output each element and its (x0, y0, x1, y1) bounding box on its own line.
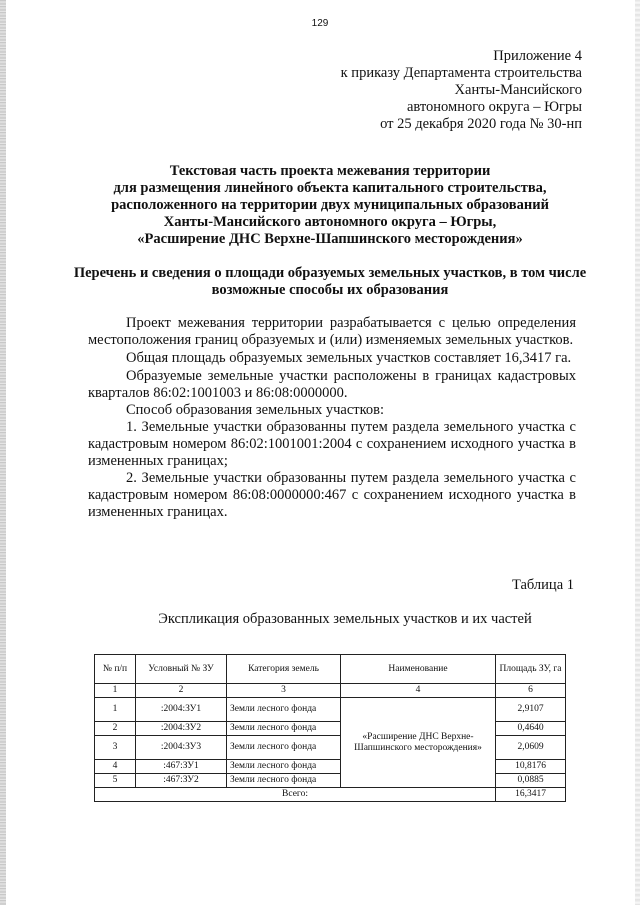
paragraph: Проект межевания территории разрабатывается с целью определения местоположения границ образуемых и (или) изменяемых земельных участков. (88, 315, 576, 348)
table-row (95, 722, 566, 736)
appendix-block (341, 48, 582, 133)
total-value: 16,3417 (496, 788, 566, 802)
column-number: 6 (496, 684, 566, 698)
column-number: 1 (95, 684, 136, 698)
cell-area: 10,8176 (496, 760, 566, 774)
cell-area: 2,9107 (496, 698, 566, 722)
cell-number: 1 (95, 698, 136, 722)
cell-land-category: Земли лесного фонда (227, 736, 341, 760)
cell-number: 5 (95, 774, 136, 788)
list-item: 2. Земельные участки образованны путем раздела земельного участка с кадастровым номером 86:08:0000000:467 с сохранением исходного участка в измененных границах. (88, 470, 576, 520)
header-land-category: Категория земель (227, 655, 341, 684)
cell-land-category: Земли лесного фонда (227, 698, 341, 722)
column-number: 4 (341, 684, 496, 698)
scan-edge-right (635, 0, 640, 905)
list-item: 1. Земельные участки образованны путем раздела земельного участка с кадастровым номером 86:02:1001001:2004 с сохранением исходного участка в измененных границах; (88, 419, 576, 469)
column-number: 2 (136, 684, 227, 698)
paragraph: Общая площадь образуемых земельных участков составляет 16,3417 га. (126, 350, 572, 366)
body-text (88, 315, 576, 521)
cell-land-category: Земли лесного фонда (227, 760, 341, 774)
explication-table (94, 654, 566, 802)
cell-land-category: Земли лесного фонда (227, 722, 341, 736)
cell-plot-id: :467:ЗУ2 (136, 774, 227, 788)
table-caption: Экспликация образованных земельных участков и их частей (158, 611, 532, 627)
appendix-line: к приказу Департамента строительства (340, 65, 582, 81)
appendix-line: Ханты-Мансийского (454, 82, 582, 98)
title-line: расположенного на территории двух муниципальных образований (111, 197, 549, 213)
page-number: 129 (311, 18, 329, 29)
column-number: 3 (227, 684, 341, 698)
table-row (95, 736, 566, 760)
cell-plot-id: :467:ЗУ1 (136, 760, 227, 774)
column-number-row (95, 684, 566, 698)
paragraph: Образуемые земельные участки расположены в границах кадастровых кварталов 86:02:1001003 и 86:08:0000000. (88, 368, 576, 401)
header-name: Наименование (341, 655, 496, 684)
table-row (95, 760, 566, 774)
table-total-row (95, 788, 566, 802)
table-header-row (95, 655, 566, 684)
title-line: «Расширение ДНС Верхне-Шапшинского месторождения» (137, 231, 523, 247)
table-row (95, 774, 566, 788)
title-line: для размещения линейного объекта капитального строительства, (113, 180, 547, 196)
appendix-line: от 25 декабря 2020 года № 30-нп (380, 116, 582, 132)
table-label: Таблица 1 (511, 577, 574, 593)
header-plot-id: Условный № ЗУ (136, 655, 227, 684)
paragraph: Способ образования земельных участков: (126, 402, 385, 418)
cell-number: 4 (95, 760, 136, 774)
title-line: Текстовая часть проекта межевания территории (169, 163, 491, 179)
cell-number: 3 (95, 736, 136, 760)
table-row (95, 698, 566, 722)
cell-area: 0,4640 (496, 722, 566, 736)
appendix-line: Приложение 4 (493, 48, 582, 64)
cell-name-merged: «Расширение ДНС Верхне-Шапшинского месторождения» (341, 698, 496, 788)
cell-area: 2,0609 (496, 736, 566, 760)
total-label: Всего: (95, 788, 496, 802)
header-number: № п/п (95, 655, 136, 684)
appendix-line: автономного округа – Югры (406, 99, 582, 115)
cell-area: 0,0885 (496, 774, 566, 788)
cell-plot-id: :2004:ЗУ1 (136, 698, 227, 722)
cell-plot-id: :2004:ЗУ2 (136, 722, 227, 736)
section-title: Перечень и сведения о площади образуемых земельных участков, в том числе возможные способы их образования (73, 265, 587, 298)
cell-land-category: Земли лесного фонда (227, 774, 341, 788)
title-line: Ханты-Мансийского автономного округа – Югры, (163, 214, 497, 230)
cell-number: 2 (95, 722, 136, 736)
document-title (70, 163, 590, 248)
scan-edge-left (0, 0, 6, 905)
cell-plot-id: :2004:ЗУ3 (136, 736, 227, 760)
header-area: Площадь ЗУ, га (496, 655, 566, 684)
